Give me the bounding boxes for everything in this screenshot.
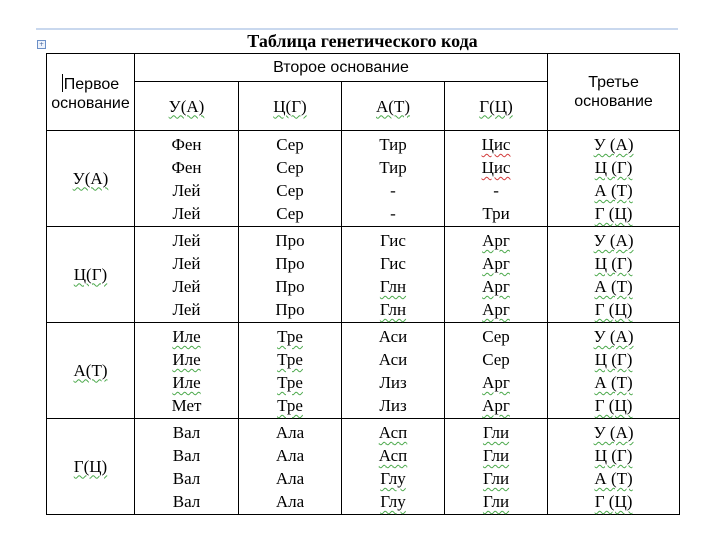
third-base-cell: У (А)	[593, 135, 634, 154]
third-base-column	[548, 131, 680, 227]
amino-acid-cell: Вал	[172, 446, 201, 465]
third-base-cell: А (Т)	[594, 277, 633, 296]
third-base-header: Третье основание	[548, 54, 680, 131]
third-base-cell: А (Т)	[594, 469, 633, 488]
amino-acid-cell: Иле	[172, 350, 201, 369]
table-move-handle-icon[interactable]: +	[38, 41, 45, 48]
amino-acid-cell: Ала	[275, 492, 305, 511]
third-base-column	[548, 323, 680, 419]
amino-acid-cell: Гли	[482, 469, 510, 488]
third-base-cell: У (А)	[593, 231, 634, 250]
amino-acid-cell: Лей	[172, 254, 201, 273]
amino-acid-cell: Тир	[379, 135, 407, 154]
third-base-cell: Ц (Г)	[594, 446, 633, 465]
amino-acid-cell: Тре	[277, 327, 303, 346]
third-base-cell: Г (Ц)	[594, 492, 633, 511]
amino-acid-cell: Лей	[172, 181, 201, 200]
amino-acid-column	[239, 419, 342, 515]
amino-acid-column	[135, 131, 239, 227]
amino-acid-cell: Иле	[172, 327, 201, 346]
amino-acid-cell: Сер	[482, 327, 510, 346]
amino-acid-column	[342, 227, 445, 323]
amino-acid-cell: Сер	[482, 350, 510, 369]
amino-acid-cell: Тре	[277, 373, 303, 392]
amino-acid-cell: Гис	[380, 254, 406, 273]
amino-acid-column	[135, 419, 239, 515]
amino-acid-cell: Про	[275, 300, 305, 319]
third-base-cell: Ц (Г)	[594, 254, 633, 273]
amino-acid-cell: Про	[275, 231, 305, 250]
amino-acid-cell: Вал	[172, 492, 201, 511]
amino-acid-column	[342, 323, 445, 419]
amino-acid-column	[135, 323, 239, 419]
amino-acid-cell: Гис	[380, 231, 406, 250]
amino-acid-cell: Тир	[379, 158, 407, 177]
amino-acid-cell: -	[390, 181, 396, 200]
amino-acid-cell: Про	[275, 277, 305, 296]
amino-acid-cell: Вал	[172, 469, 201, 488]
amino-acid-cell: Мет	[171, 396, 202, 415]
third-base-cell: А (Т)	[594, 373, 633, 392]
first-base-cell: Ц(Г)	[47, 227, 135, 323]
third-base-column	[548, 227, 680, 323]
first-base-cell: У(А)	[47, 131, 135, 227]
third-base-cell: У (А)	[593, 423, 634, 442]
third-base-column	[548, 419, 680, 515]
first-base-header: Первое основание	[47, 54, 135, 131]
genetic-code-table	[46, 53, 680, 515]
amino-acid-cell: Лиз	[379, 373, 407, 392]
amino-acid-cell: Ала	[275, 469, 305, 488]
codon-group-row	[47, 131, 680, 227]
amino-acid-cell: Глу	[380, 469, 406, 488]
third-base-cell: Г (Ц)	[594, 396, 633, 415]
amino-acid-cell: Тре	[277, 350, 303, 369]
amino-acid-cell: Лей	[172, 300, 201, 319]
amino-acid-column	[239, 323, 342, 419]
amino-acid-cell: Тре	[277, 396, 303, 415]
amino-acid-cell: Цис	[481, 158, 511, 177]
first-base-cell: Г(Ц)	[47, 419, 135, 515]
amino-acid-cell: Сер	[276, 204, 304, 223]
amino-acid-column	[135, 227, 239, 323]
amino-acid-cell: Арг	[482, 373, 510, 392]
second-base-col-3: А(Т)	[342, 82, 445, 131]
second-base-col-1: У(А)	[135, 82, 239, 131]
amino-acid-cell: Вал	[172, 423, 201, 442]
amino-acid-cell: Асп	[378, 446, 408, 465]
second-base-col-2: Ц(Г)	[239, 82, 342, 131]
amino-acid-cell: Арг	[482, 231, 510, 250]
amino-acid-column	[445, 323, 548, 419]
codon-group-row	[47, 419, 680, 515]
amino-acid-cell: Арг	[482, 254, 510, 273]
third-base-cell: Ц (Г)	[594, 350, 633, 369]
amino-acid-column	[342, 131, 445, 227]
amino-acid-cell: Про	[275, 254, 305, 273]
amino-acid-cell: Лей	[172, 277, 201, 296]
amino-acid-cell: Гли	[482, 446, 510, 465]
third-base-cell: Г (Ц)	[594, 300, 633, 319]
amino-acid-cell: Арг	[482, 300, 510, 319]
amino-acid-cell: Глн	[379, 300, 407, 319]
third-base-cell: А (Т)	[594, 181, 633, 200]
amino-acid-cell: -	[493, 181, 499, 200]
amino-acid-column	[342, 419, 445, 515]
codon-group-row	[47, 323, 680, 419]
amino-acid-column	[239, 131, 342, 227]
amino-acid-cell: Сер	[276, 158, 304, 177]
text-cursor	[62, 74, 63, 92]
amino-acid-cell: Ала	[275, 423, 305, 442]
amino-acid-cell: Фен	[171, 135, 202, 154]
second-base-header: Второе основание	[135, 54, 548, 82]
amino-acid-column	[445, 131, 548, 227]
amino-acid-cell: Арг	[482, 277, 510, 296]
third-base-cell: Г (Ц)	[594, 204, 633, 223]
third-base-cell: Ц (Г)	[594, 158, 633, 177]
amino-acid-cell: Арг	[482, 396, 510, 415]
amino-acid-cell: Аси	[378, 327, 408, 346]
amino-acid-cell: Лиз	[379, 396, 407, 415]
amino-acid-cell: Ала	[275, 446, 305, 465]
amino-acid-cell: Асп	[378, 423, 408, 442]
codon-group-row	[47, 227, 680, 323]
amino-acid-cell: Лей	[172, 231, 201, 250]
second-base-col-4: Г(Ц)	[445, 82, 548, 131]
amino-acid-cell: Три	[482, 204, 510, 223]
amino-acid-cell: Сер	[276, 135, 304, 154]
amino-acid-column	[445, 227, 548, 323]
amino-acid-cell: Гли	[482, 423, 510, 442]
amino-acid-cell: Лей	[172, 204, 201, 223]
first-base-cell: А(Т)	[47, 323, 135, 419]
amino-acid-column	[239, 227, 342, 323]
amino-acid-cell: -	[390, 204, 396, 223]
third-base-cell: У (А)	[593, 327, 634, 346]
amino-acid-cell: Сер	[276, 181, 304, 200]
amino-acid-cell: Иле	[172, 373, 201, 392]
amino-acid-cell: Глн	[379, 277, 407, 296]
amino-acid-cell: Аси	[378, 350, 408, 369]
amino-acid-cell: Глу	[380, 492, 406, 511]
amino-acid-cell: Цис	[481, 135, 511, 154]
table-title: Таблица генетического кода	[247, 31, 478, 51]
amino-acid-column	[445, 419, 548, 515]
amino-acid-cell: Фен	[171, 158, 202, 177]
amino-acid-cell: Гли	[482, 492, 510, 511]
